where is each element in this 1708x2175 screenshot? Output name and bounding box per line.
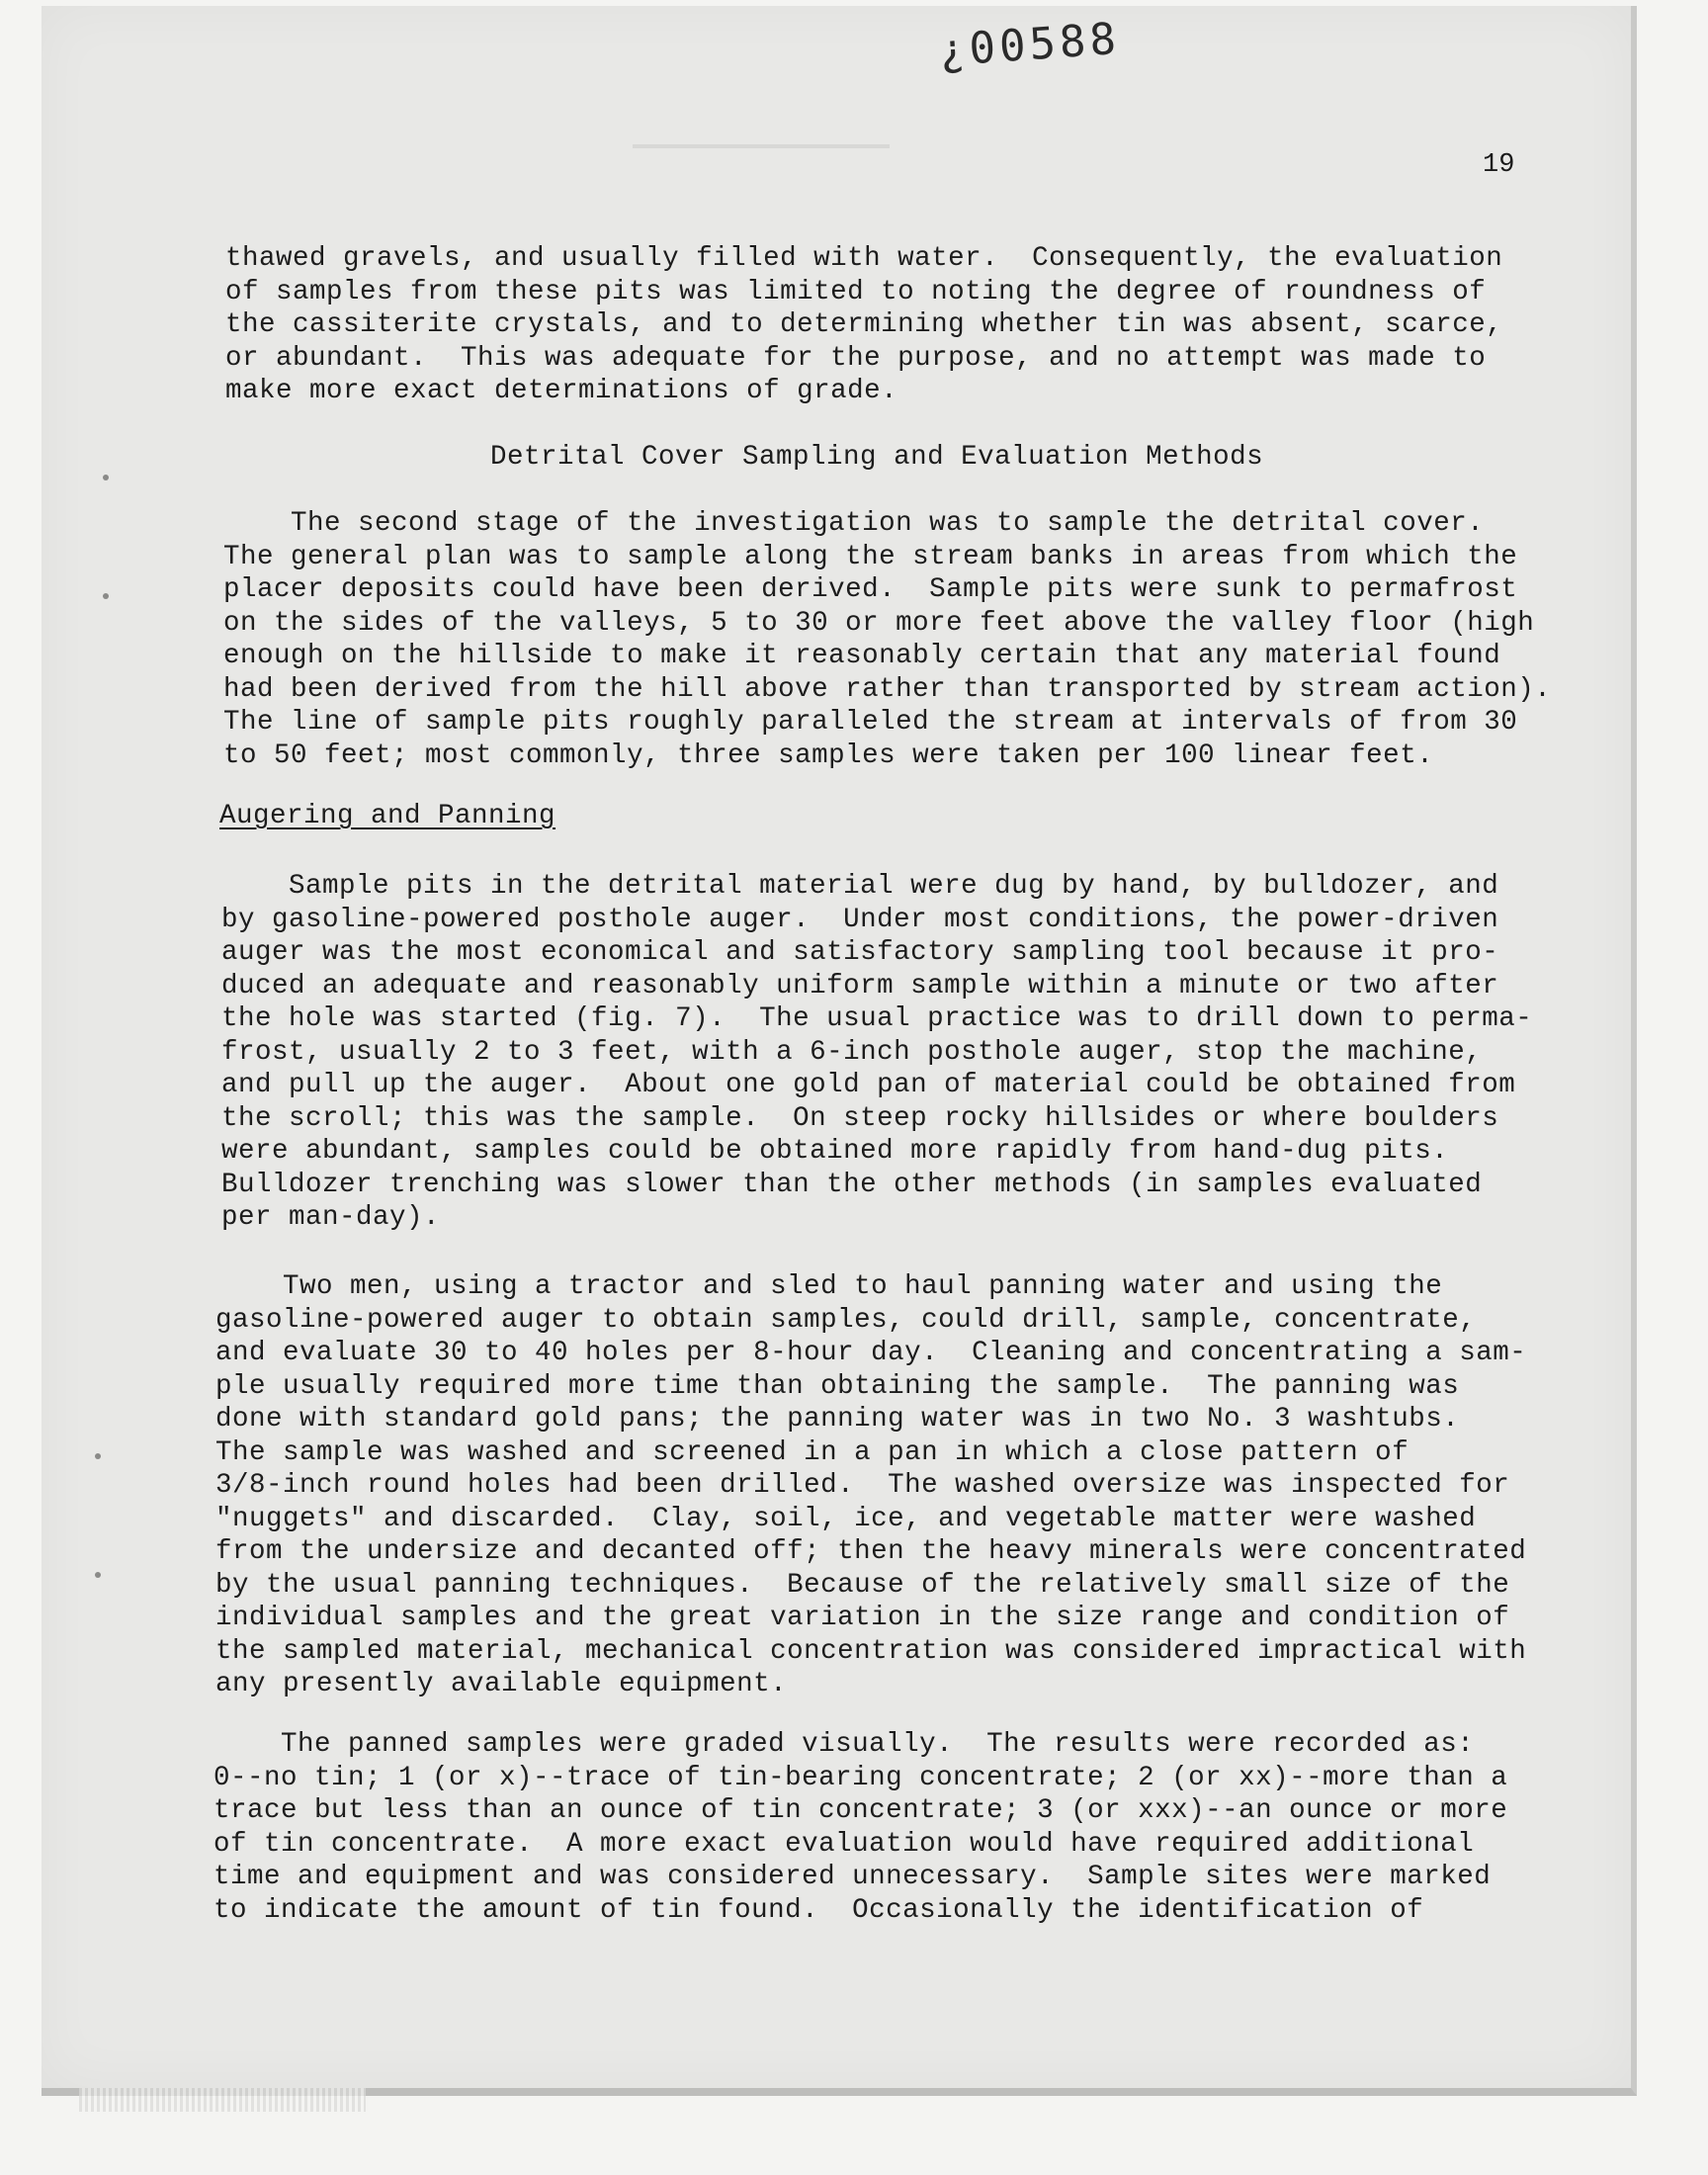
paragraph-sample-pits: Sample pits in the detrital material were dug by hand, by bulldozer, and by gasoline-powered posthole auger. Under most conditions, the power-driven auger was the most economical and satisfactory sampling tool because it pro- duced an adequate and reasonably uniform sample within a minute or two after the hole was started (fig. 7). The usual practice was to drill down to perma- frost, usually 2 to 3 feet, with a 6-inch posthole auger, stop the machine, and pull up the auger. About one gold pan of material could be obtained from the scroll; this was the sample. On steep rocky hillsides or where boulders were abundant, samples could be obtained more rapidly from hand-dug pits. Bulldozer trenching was slower than the other methods (in samples evaluated per man-day). — [221, 871, 1533, 1233]
paragraph-second-stage: The second stage of the investigation was to sample the detrital cover. The general plan was to sample along the stream banks in areas from which the placer deposits could have been derived. Sample pits were sunk to permafrost on the sides of the valleys, 5 to 30 or more feet above the valley floor (high enough on the hillside to make it reasonably certain that any material found had been derived from the hill above rather than transported by stream action). The line of sample pits roughly paralleled the stream at intervals of from 30 to 50 feet; most commonly, three samples were taken per 100 linear feet. — [223, 508, 1552, 771]
margin-mark — [95, 1572, 101, 1578]
section-heading: Detrital Cover Sampling and Evaluation Methods — [490, 442, 1264, 473]
paragraph-two-men: Two men, using a tractor and sled to haul panning water and using the gasoline-powered auger to obtain samples, could drill, sample, concentrate, and evaluate 30 to 40 holes per 8-hour day. Cleaning and concentrating a sam- ple usually required more time than obtaining the sample. The panning was done with standard gold pans; the panning water was in two No. 3 washtubs. The sample was washed and screened in a pan in which a close pattern of 3/8-inch round holes had been drilled. The washed oversize was inspected for "nuggets" and discarded. Clay, soil, ice, and vegetable matter were washed from the undersize and decanted off; then the heavy minerals were concentrated by the usual panning techniques. Because of the relatively small size of the individual samples and the great variation in the size range and condition of the sampled material, mechanical concentration was considered impractical with any presently available equipment. — [215, 1271, 1527, 1699]
document-stamp-number: ¿00588 — [937, 13, 1122, 77]
margin-mark — [103, 475, 109, 480]
subsection-heading: Augering and Panning — [219, 801, 556, 831]
margin-mark — [95, 1453, 101, 1459]
scan-edge-strip — [79, 2088, 366, 2112]
margin-mark — [103, 593, 109, 599]
paragraph-thawed-gravels: thawed gravels, and usually filled with water. Consequently, the evaluation of samples from these pits was limited to noting the degree of roundness of the cassiterite crystals, and to determining whether tin was absent, scarce, or abundant. This was adequate for the purpose, and no attempt was made to make more exact determinations of grade. — [225, 243, 1503, 406]
bleed-through-line — [633, 144, 890, 148]
page-number: 19 — [1483, 150, 1515, 180]
paragraph-panned-samples: The panned samples were graded visually. The results were recorded as: 0--no tin; 1 (or x)--trace of tin-bearing concentrate; 2 (or xx)--more than a trace but less than an ounce of tin concentrate; 3 (or xxx)--an ounce or more of tin concentrate. A more exact evaluation would have required additional time and equipment and was considered unnecessary. Sample sites were marked to indicate the amount of tin found. Occasionally the identification of — [214, 1729, 1508, 1926]
